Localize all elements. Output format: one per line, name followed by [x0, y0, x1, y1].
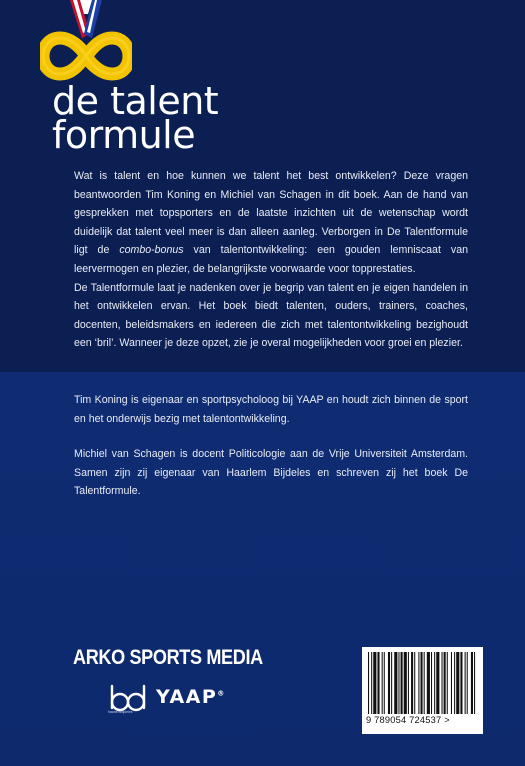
barcode-bar — [471, 652, 473, 714]
barcode-bar — [424, 652, 425, 714]
barcode-bar — [391, 652, 392, 714]
blurb-paragraph-1-start: Wat is talent en hoe kunnen we talent het best ontwikkelen? Deze vragen beantwoorden Tim Koning en Michiel van Schagen in dit boek. Aan de hand van gesprekken met topsporters en de laatste inzichten uit de wetenschap wordt duidelijk dat talent veel meer is dan alleen aanleg. Verborgen in De Talentformule ligt de — [74, 170, 468, 257]
barcode-bar — [427, 652, 430, 714]
barcode-bar — [451, 652, 452, 714]
barcode-bar — [377, 652, 379, 714]
barcode-bar — [398, 652, 399, 714]
barcode-bar — [465, 652, 466, 714]
bd-logo-subtitle: haarlembijdeles — [108, 710, 133, 714]
isbn-digits: 9 789054 724537 — [366, 715, 442, 725]
barcode-bar — [411, 652, 413, 714]
isbn-arrow: > — [444, 715, 450, 725]
book-blurb — [74, 167, 468, 353]
book-title-line-2: formule — [52, 113, 196, 157]
barcode-bar — [368, 652, 369, 714]
barcode-bar — [371, 652, 372, 714]
yaap-logo — [156, 686, 224, 708]
author-bios — [74, 391, 468, 518]
barcode-bar — [456, 652, 459, 714]
blurb-paragraph-1-end: van talentontwikkeling: een gouden lemniscaat van leervermogen en plezier, de belangrijkste voorwaarde voor topprestaties. — [74, 244, 468, 275]
book-title — [52, 79, 219, 157]
isbn-number — [366, 715, 480, 725]
barcode-bar — [431, 652, 432, 714]
author-bio-michiel-van-schagen: Michiel van Schagen is docent Politicologie aan de Vrije Universiteit Amsterdam. Samen zijn zij eigenaar van Haarlem Bijdeles en schreven zij het boek De Talentformule. — [74, 448, 468, 498]
author-bio-tim-koning: Tim Koning is eigenaar en sportpsycholoog bij YAAP en houdt zich binnen de sport en het onderwijs bezig met talentontwikkeling. — [74, 394, 468, 425]
barcode-bar — [467, 652, 468, 714]
book-title-line-1: de talent — [52, 79, 219, 123]
barcode-bar — [454, 652, 455, 714]
barcode-bar — [401, 652, 403, 714]
barcode-bar — [384, 652, 385, 714]
yaap-logo-text: YAAP — [156, 686, 218, 708]
barcode-bar — [418, 652, 419, 714]
blurb-paragraph-1 — [74, 167, 468, 279]
barcode-bar — [474, 652, 475, 714]
barcode-bar — [444, 652, 446, 714]
barcode-bar — [414, 652, 415, 714]
gold-lemniscate-medal-icon — [40, 0, 132, 84]
barcode-bar — [394, 652, 397, 714]
yaap-registered-mark: ® — [217, 689, 225, 698]
barcode-bar — [436, 652, 439, 714]
barcode-bar — [388, 652, 390, 714]
publisher-logo: ARKO SPORTS MEDIA — [73, 646, 263, 669]
barcode-bar — [382, 652, 383, 714]
barcode-bar — [447, 652, 448, 714]
blurb-italic-term: combo-bonus — [119, 244, 184, 257]
blurb-paragraph-2: De Talentformule laat je nadenken over je begrip van talent en je eigen handelen in het ontwikkelen ervan. Het boek biedt talenten, ouders, trainers, coaches, docenten, beleidsmakers en iedereen die zich met talentontwikkeling bezighoudt een ‘bril’. Wanneer je deze opzet, zie je overal mogelijkheden voor groei en plezier. — [74, 281, 468, 350]
barcode-bar — [404, 652, 407, 714]
barcode-bar — [408, 652, 409, 714]
barcode-bar — [460, 652, 462, 714]
barcode-bar — [442, 652, 443, 714]
barcode-bar — [434, 652, 435, 714]
barcode-bar — [373, 652, 376, 714]
barcode-bar — [421, 652, 423, 714]
